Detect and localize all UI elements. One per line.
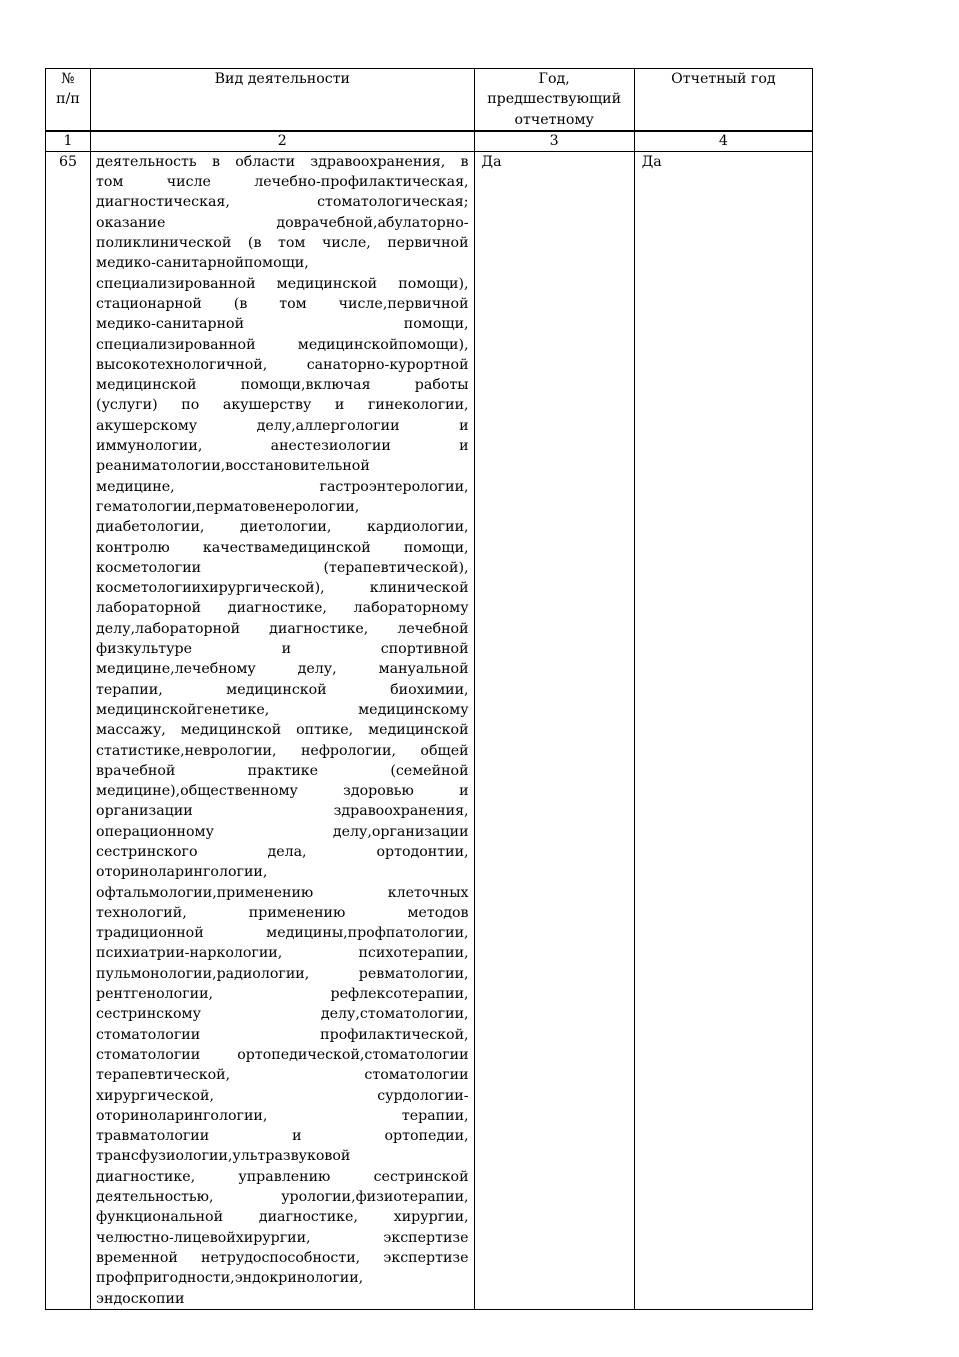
activity-line: терапевтической, стоматологии xyxy=(96,1067,469,1084)
activity-line: терапии, медицинской биохимии, xyxy=(96,681,469,698)
activity-line: эндоскопии xyxy=(96,1290,185,1307)
activity-line: гематологии,перматовенерологии, xyxy=(96,498,360,515)
activity-line: медицинскойгенетике, медицинскому xyxy=(96,701,469,718)
activity-line: (услуги) по акушерству и гинекологии, xyxy=(96,397,469,414)
header-num-text: № п/п xyxy=(56,71,80,108)
activity-line: делу,лабораторной диагностике, лечебной xyxy=(96,620,469,637)
activity-line: оториноларингологии, терапии, xyxy=(96,1107,469,1124)
activity-line: деятельность в области здравоохранения, в xyxy=(96,153,469,170)
activity-line: поликлинической (в том числе, первичной xyxy=(96,235,469,252)
activity-line: сестринского дела, ортодонтии, xyxy=(96,843,469,860)
activity-line: врачебной практике (семейной xyxy=(96,762,469,779)
activity-line: иммунологии, анестезиологии и xyxy=(96,438,469,455)
header-report-year xyxy=(634,69,812,131)
table-row xyxy=(46,151,813,1309)
activity-line: стоматологии профилактической, xyxy=(96,1026,469,1043)
activity-line: психиатрии-наркологии, психотерапии, xyxy=(96,945,469,962)
activity-line: специализированной медицинскойпомощи), xyxy=(96,336,469,353)
activity-line: деятельностью, урологии,физиотерапии, xyxy=(96,1189,469,1206)
activity-line: травматологии и ортопедии, xyxy=(96,1128,469,1145)
column-number: 2 xyxy=(91,131,475,152)
activity-line: профпригодности,эндокринологии, xyxy=(96,1270,364,1287)
activity-line: трансфузиологии,ультразвуковой xyxy=(96,1148,351,1165)
activity-line: контролю качествамедицинской помощи, xyxy=(96,539,469,556)
activity-line: высокотехнологичной, санаторно-курортной xyxy=(96,356,469,373)
column-number: 3 xyxy=(474,131,634,152)
activity-line: диагностике, управлению сестринской xyxy=(96,1168,469,1185)
activity-table xyxy=(45,68,813,1310)
column-number: 4 xyxy=(634,131,812,152)
activity-line: медицине,лечебному делу, мануальной xyxy=(96,661,469,678)
header-activity xyxy=(91,69,475,131)
activity-line: временной нетрудоспособности, экспертизе xyxy=(96,1249,469,1266)
activity-line: медицинской помощи,включая работы xyxy=(96,377,469,394)
header-prev-year xyxy=(474,69,634,131)
activity-line: медико-санитарной помощи, xyxy=(96,316,469,333)
activity-line: стоматологии ортопедической,стоматологии xyxy=(96,1046,469,1063)
activity-line: функциональной диагностике, хирургии, xyxy=(96,1209,469,1226)
activity-line: оториноларингологии, xyxy=(96,864,268,881)
activity-line: операционному делу,организации xyxy=(96,823,469,840)
activity-line: косметологииxирургической), клинической xyxy=(96,580,469,597)
activity-description xyxy=(91,151,475,1309)
header-report-year-text: Отчетный год xyxy=(671,71,776,87)
activity-line: медико-санитарнойпомощи, xyxy=(96,255,309,272)
activity-line: реаниматологии,восстановительной xyxy=(96,458,370,475)
activity-line: косметологии (терапевтической), xyxy=(96,559,469,576)
activity-line: медицине, гастроэнтерологии, xyxy=(96,478,469,495)
activity-line: диабетологии, диетологии, кардиологии, xyxy=(96,519,469,536)
activity-lines xyxy=(96,152,469,1309)
header-num xyxy=(46,69,91,131)
activity-line: оказание доврачебной,абулаторно- xyxy=(96,214,469,231)
activity-line: технологий, применению методов xyxy=(96,904,469,921)
row-number: 65 xyxy=(46,151,91,1309)
activity-line: челюстно-лицевойхирургии, экспертизе xyxy=(96,1229,469,1246)
activity-line: медицине),общественному здоровью и xyxy=(96,783,469,800)
activity-line: акушерскому делу,аллергологии и xyxy=(96,417,469,434)
header-activity-text: Вид деятельности xyxy=(214,71,351,87)
prev-year-value: Да xyxy=(474,151,634,1309)
header-row xyxy=(46,69,813,131)
activity-line: офтальмологии,применению клеточных xyxy=(96,884,469,901)
column-number: 1 xyxy=(46,131,91,152)
activity-line: традиционной медицины,профпатологии, xyxy=(96,925,469,942)
activity-line: организации здравоохранения, xyxy=(96,803,469,820)
activity-line: диагностическая, стоматологическая; xyxy=(96,194,469,211)
activity-line: специализированной медицинской помощи), xyxy=(96,275,469,292)
activity-line: лабораторной диагностике, лабораторному xyxy=(96,600,469,617)
activity-line: сестринскому делу,стоматологии, xyxy=(96,1006,469,1023)
activity-line: пульмонологии,радиологии, ревматологии, xyxy=(96,965,469,982)
column-number-row xyxy=(46,131,813,152)
activity-line: массажу, медицинской оптике, медицинской xyxy=(96,722,469,739)
activity-line: стационарной (в том числе,первичной xyxy=(96,295,469,312)
activity-line: хирургической, сурдологии- xyxy=(96,1087,469,1104)
activity-line: физкультуре и спортивной xyxy=(96,641,469,658)
header-prev-year-text: Год, предшествующий отчетному xyxy=(487,71,622,128)
activity-line: том числе лечебно-профилактическая, xyxy=(96,174,469,191)
activity-line: рентгенологии, рефлексотерапии, xyxy=(96,986,469,1003)
activity-line: статистике,неврологии, нефрологии, общей xyxy=(96,742,469,759)
report-year-value: Да xyxy=(634,151,812,1309)
